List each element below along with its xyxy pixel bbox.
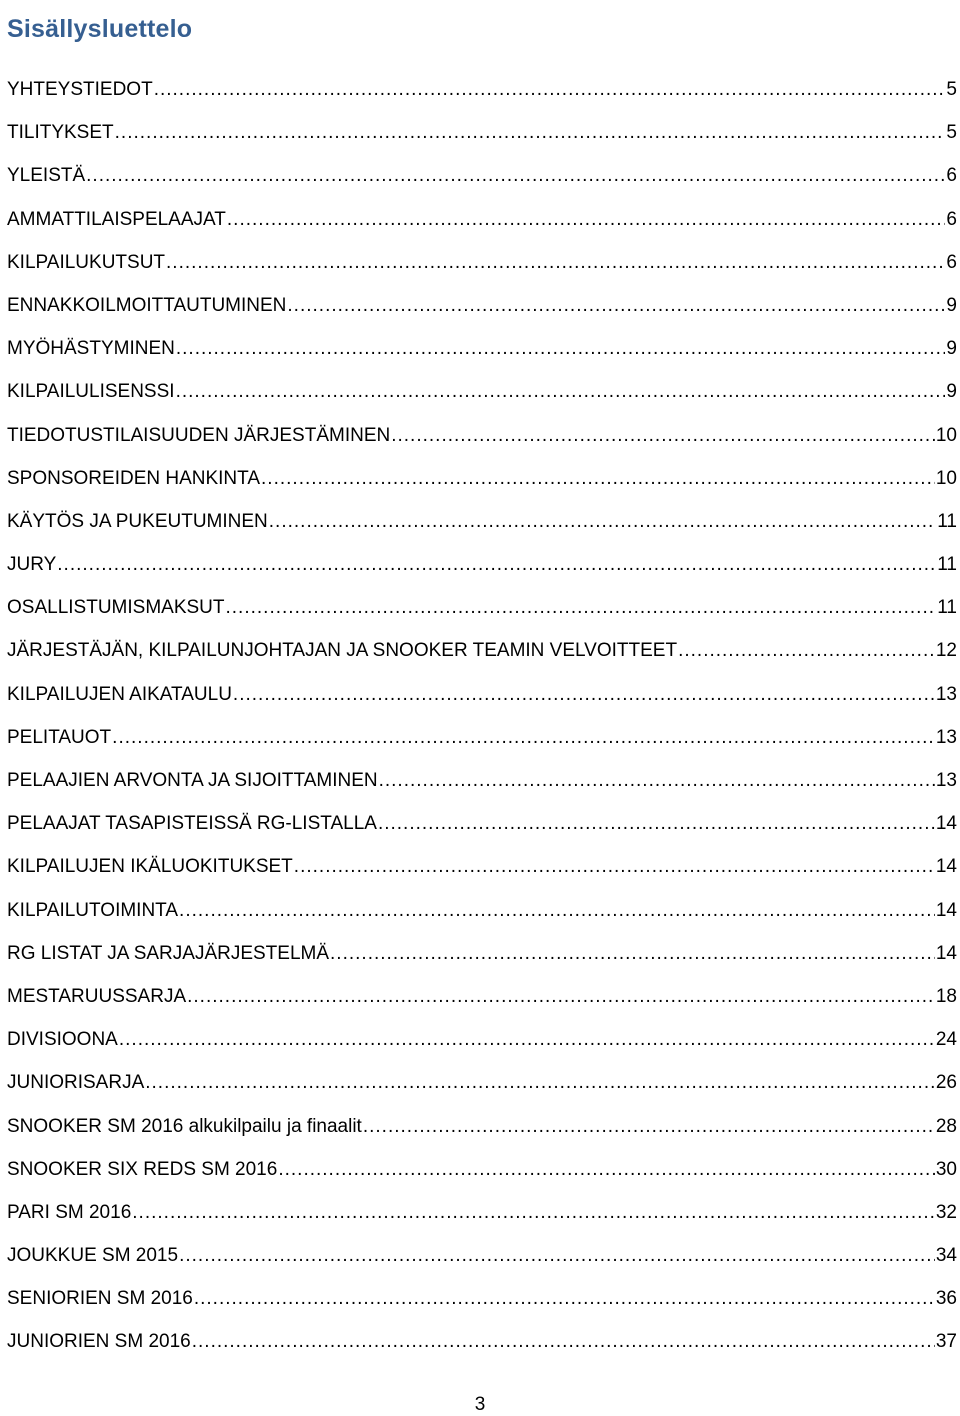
toc-entry-page: 6 <box>946 208 957 230</box>
toc-entry-page: 9 <box>946 338 957 360</box>
toc-entry-title: ENNAKKOILMOITTAUTUMINEN <box>7 294 287 316</box>
toc-entry-page: 18 <box>935 985 957 1007</box>
dot-leader <box>119 1018 935 1061</box>
toc-entry-title: SNOOKER SIX REDS SM 2016 <box>7 1158 278 1180</box>
toc-entry-page: 13 <box>935 726 957 748</box>
toc-entry-page: 24 <box>935 1029 957 1051</box>
page-number: 3 <box>474 1394 486 1415</box>
dot-leader <box>176 327 946 370</box>
toc-entry[interactable] <box>7 68 957 111</box>
dot-leader <box>330 932 935 975</box>
toc-entry-page: 6 <box>946 165 957 187</box>
dot-leader <box>179 889 935 932</box>
toc-entry-page: 36 <box>935 1288 957 1310</box>
dot-leader <box>269 500 936 543</box>
dot-leader <box>226 586 937 629</box>
toc-entry-title: KILPAILUTOIMINTA <box>7 899 179 921</box>
dot-leader <box>154 68 946 111</box>
toc-entry[interactable] <box>7 370 957 413</box>
toc-entry-title: DIVISIOONA <box>7 1029 118 1051</box>
toc-entry-page: 14 <box>935 856 957 878</box>
toc-entry[interactable] <box>7 327 957 370</box>
dot-leader <box>176 370 946 413</box>
toc-entry[interactable] <box>7 1234 957 1277</box>
dot-leader <box>187 975 935 1018</box>
toc-entry[interactable] <box>7 586 957 629</box>
toc-entry-page: 14 <box>935 813 957 835</box>
toc-entry-page: 10 <box>935 467 957 489</box>
toc-entry[interactable] <box>7 932 957 975</box>
toc-entry-title: TILITYKSET <box>7 122 114 144</box>
dot-leader <box>115 111 946 154</box>
dot-leader <box>294 845 935 888</box>
toc-entry-title: KILPAILUJEN AIKATAULU <box>7 683 232 705</box>
dot-leader <box>379 759 935 802</box>
toc-entry-page: 13 <box>935 683 957 705</box>
dot-leader <box>192 1320 935 1363</box>
dot-leader <box>391 414 935 457</box>
toc-entry-title: SENIORIEN SM 2016 <box>7 1288 193 1310</box>
toc-entry-title: KILPAILUJEN IKÄLUOKITUKSET <box>7 856 293 878</box>
toc-entry-page: 6 <box>946 251 957 273</box>
toc-entry-page: 12 <box>935 640 957 662</box>
toc-entry-title: MESTARUUSSARJA <box>7 985 187 1007</box>
toc-entry[interactable] <box>7 673 957 716</box>
toc-entry-page: 14 <box>935 942 957 964</box>
toc-entry[interactable] <box>7 1018 957 1061</box>
toc-entry-page: 5 <box>946 79 957 100</box>
dot-leader <box>145 1061 935 1104</box>
toc-entry[interactable] <box>7 1191 957 1234</box>
toc-entry[interactable] <box>7 198 957 241</box>
dot-leader <box>678 629 935 672</box>
toc-entry-page: 11 <box>937 597 957 619</box>
toc-entry-title: JUNIORISARJA <box>7 1072 145 1094</box>
toc-entry-page: 10 <box>935 424 957 446</box>
toc-entry[interactable] <box>7 543 957 586</box>
dot-leader <box>132 1191 935 1234</box>
toc-entry[interactable] <box>7 1277 957 1320</box>
toc-entry[interactable] <box>7 154 957 197</box>
toc-entry-title: KILPAILUKUTSUT <box>7 251 166 273</box>
dot-leader <box>227 198 946 241</box>
toc-entry-page: 14 <box>935 899 957 921</box>
toc-entry-title: TIEDOTUSTILAISUUDEN JÄRJESTÄMINEN <box>7 424 391 446</box>
toc-entry-title: SNOOKER SM 2016 alkukilpailu ja finaalit <box>7 1115 362 1137</box>
toc-entry-title: OSALLISTUMISMAKSUT <box>7 597 225 619</box>
dot-leader <box>378 802 935 845</box>
toc-entry-title: MYÖHÄSTYMINEN <box>7 338 175 360</box>
dot-leader <box>233 673 935 716</box>
dot-leader <box>287 284 945 327</box>
toc-entry-title: SPONSOREIDEN HANKINTA <box>7 467 261 489</box>
dot-leader <box>57 543 936 586</box>
page-title: Sisällysluettelo <box>7 14 193 43</box>
dot-leader <box>261 457 935 500</box>
toc-entry[interactable] <box>7 759 957 802</box>
dot-leader <box>363 1105 935 1148</box>
toc-entry-page: 5 <box>946 122 957 144</box>
toc-entry-page: 28 <box>935 1115 957 1137</box>
toc-entry-page: 9 <box>946 381 957 403</box>
dot-leader <box>194 1277 935 1320</box>
toc-entry[interactable] <box>7 457 957 500</box>
toc-entry-title: AMMATTILAISPELAAJAT <box>7 208 226 230</box>
toc-entry-title: JOUKKUE SM 2015 <box>7 1245 179 1267</box>
toc-entry[interactable] <box>7 1061 957 1104</box>
dot-leader <box>278 1148 935 1191</box>
toc-entry[interactable] <box>7 284 957 327</box>
table-of-contents <box>7 68 957 1364</box>
toc-entry[interactable] <box>7 802 957 845</box>
dot-leader <box>166 241 945 284</box>
toc-entry-page: 9 <box>946 294 957 316</box>
dot-leader <box>179 1234 935 1277</box>
toc-entry-title: JURY <box>7 554 57 576</box>
toc-entry-page: 37 <box>935 1331 957 1353</box>
toc-entry-page: 34 <box>935 1245 957 1267</box>
toc-entry-page: 26 <box>935 1072 957 1094</box>
toc-entry[interactable] <box>7 889 957 932</box>
toc-entry[interactable] <box>7 414 957 457</box>
toc-entry-title: PELITAUOT <box>7 726 112 748</box>
toc-entry-title: YLEISTÄ <box>7 165 86 187</box>
toc-entry-title: JÄRJESTÄJÄN, KILPAILUNJOHTAJAN JA SNOOKER TEAMIN VELVOITTEET <box>7 640 678 662</box>
toc-entry-title: PARI SM 2016 <box>7 1201 132 1223</box>
dot-leader <box>112 716 935 759</box>
toc-entry-title: KÄYTÖS JA PUKEUTUMINEN <box>7 510 268 532</box>
toc-entry-title: PELAAJIEN ARVONTA JA SIJOITTAMINEN <box>7 770 378 791</box>
toc-entry-title: JUNIORIEN SM 2016 <box>7 1331 191 1353</box>
toc-entry[interactable] <box>7 1320 957 1363</box>
dot-leader <box>86 154 945 197</box>
toc-entry[interactable] <box>7 716 957 759</box>
toc-entry[interactable] <box>7 111 957 154</box>
toc-entry-page: 30 <box>935 1158 957 1180</box>
toc-entry-title: KILPAILULISENSSI <box>7 381 175 403</box>
toc-entry-page: 13 <box>935 770 957 791</box>
toc-entry-page: 11 <box>937 510 957 532</box>
toc-entry[interactable] <box>7 1105 957 1148</box>
toc-entry-title: YHTEYSTIEDOT <box>7 79 153 100</box>
toc-entry[interactable] <box>7 241 957 284</box>
toc-entry-page: 11 <box>937 554 957 576</box>
toc-entry[interactable] <box>7 975 957 1018</box>
toc-entry-title: PELAAJAT TASAPISTEISSÄ RG-LISTALLA <box>7 813 377 835</box>
toc-entry[interactable] <box>7 1148 957 1191</box>
toc-entry[interactable] <box>7 845 957 888</box>
toc-entry[interactable] <box>7 500 957 543</box>
toc-entry[interactable] <box>7 629 957 672</box>
toc-entry-page: 32 <box>935 1201 957 1223</box>
toc-entry-title: RG LISTAT JA SARJAJÄRJESTELMÄ <box>7 942 330 964</box>
